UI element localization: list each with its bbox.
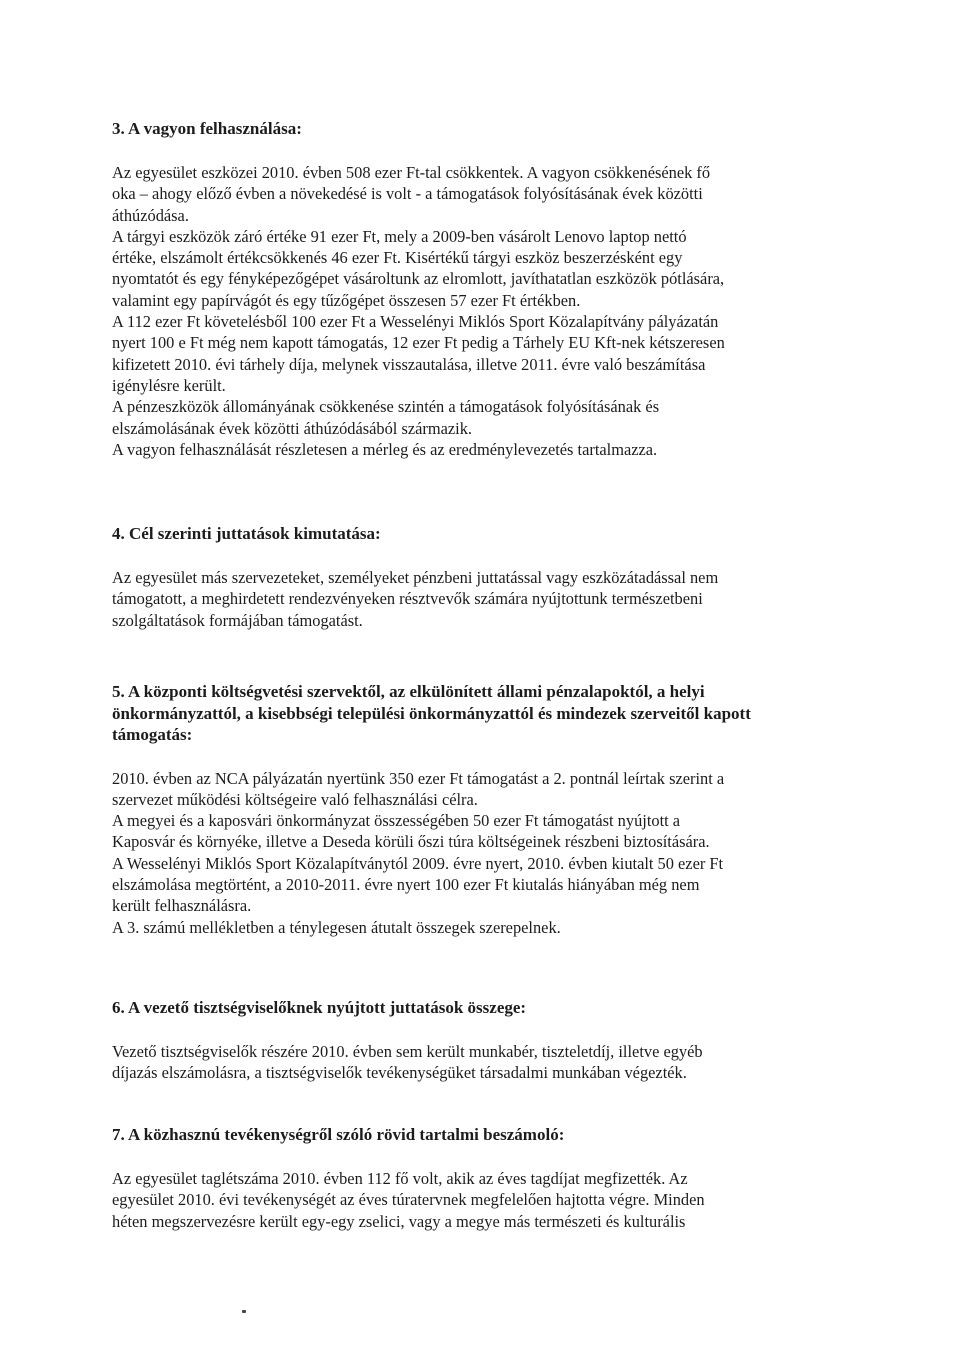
section-6-body — [112, 1041, 852, 1084]
section-7-heading: 7. A közhasznú tevékenységről szóló rövid tartalmi beszámoló: — [112, 1125, 565, 1144]
section-4-heading: 4. Cél szerinti juttatások kimutatása: — [112, 524, 381, 543]
text-line: Az egyesület eszközei 2010. évben 508 ezer Ft-tal csökkentek. A vagyon csökkenésének fő — [112, 163, 711, 182]
heading-line: önkormányzattól, a kisebbségi települési önkormányzattól és mindezek szerveitől kapott — [112, 703, 751, 723]
text-line: Az egyesület taglétszáma 2010. évben 112 fő volt, akik az éves tagdíjat megfizették. Az — [112, 1169, 688, 1188]
section-5-heading — [112, 681, 852, 746]
section-3-heading: 3. A vagyon felhasználása: — [112, 119, 302, 138]
section-kozponti-tamogatas — [112, 681, 852, 938]
text-line: Kaposvár és környéke, illetve a Deseda körüli őszi túra költségeinek részbeni biztosítására. — [112, 832, 710, 852]
text-line: elszámolásának évek közötti áthúzódásából származik. — [112, 418, 472, 438]
section-kozhasznu-beszamolo — [112, 1124, 852, 1232]
text-line: héten megszervezésre került egy-egy zselici, vagy a megye más természeti és kulturális — [112, 1211, 686, 1231]
text-line: nyomtatót és egy fényképezőgépet vásároltunk az elromlott, javíthatatlan eszközök pótlására, — [112, 269, 725, 289]
text-line: került felhasználásra. — [112, 896, 252, 916]
text-line: A 112 ezer Ft követelésből 100 ezer Ft a Wesselényi Miklós Sport Közalapítvány pályázatán — [112, 312, 719, 332]
text-line: áthúzódása. — [112, 205, 189, 225]
section-6-heading: 6. A vezető tisztségviselőknek nyújtott juttatások összege: — [112, 998, 527, 1017]
text-line: A megyei és a kaposvári önkormányzat összességében 50 ezer Ft támogatást nyújtott a — [112, 811, 681, 831]
heading-line: 5. A központi költségvetési szervektől, az elkülönített állami pénzalapoktól, a helyi — [112, 682, 705, 701]
text-line: A Wesselényi Miklós Sport Közalapítványtól 2009. évre nyert, 2010. évben kiutalt 50 ezer Ft — [112, 853, 724, 873]
section-vezeto-tisztsegviselok — [112, 997, 852, 1084]
text-line: szervezet működési költségeire való felhasználási célra. — [112, 789, 478, 809]
scan-speck — [242, 1310, 246, 1313]
text-line: 2010. évben az NCA pályázatán nyertünk 350 ezer Ft támogatást a 2. pontnál leírtak szerint a — [112, 768, 725, 788]
section-5-body — [112, 768, 852, 938]
text-line: igénylésre került. — [112, 375, 226, 395]
text-line: díjazás elszámolásra, a tisztségviselők tevékenységüket társadalmi munkában végezték. — [112, 1063, 687, 1083]
section-vagyon-felhasznalasa — [112, 118, 852, 460]
text-line: támogatott, a meghirdetett rendezvényeken résztvevők számára nyújtottunk természetbeni — [112, 589, 703, 609]
section-7-body — [112, 1168, 852, 1232]
text-line: elszámolása megtörtént, a 2010-2011. évre nyert 100 ezer Ft kiutalás hiányában még nem — [112, 874, 700, 894]
text-line: A tárgyi eszközök záró értéke 91 ezer Ft, mely a 2009-ben vásárolt Lenovo laptop nettó — [112, 226, 687, 246]
heading-line: támogatás: — [112, 725, 193, 744]
text-line: oka – ahogy előző évben a növekedésé is volt - a támogatások folyósításának évek közötti — [112, 184, 703, 204]
text-line: A 3. számú mellékletben a ténylegesen átutalt összegek szerepelnek. — [112, 917, 561, 937]
section-cel-szerinti-juttatasok — [112, 523, 852, 631]
section-4-body — [112, 567, 852, 631]
text-line: A pénzeszközök állományának csökkenése szintén a támogatások folyósításának és — [112, 397, 660, 417]
text-line: Vezető tisztségviselők részére 2010. évben sem került munkabér, tiszteletdíj, illetve egyéb — [112, 1042, 703, 1061]
text-line: kifizetett 2010. évi tárhely díja, melynek visszautalása, illetve 2011. évre való beszámítása — [112, 354, 706, 374]
text-line: egyesület 2010. évi tevékenységét az éves túratervnek megfelelően hajtotta végre. Minden — [112, 1190, 705, 1210]
section-3-body — [112, 162, 852, 460]
text-line: Az egyesület más szervezeteket, személyeket pénzbeni juttatással vagy eszközátadással nem — [112, 568, 719, 587]
text-line: valamint egy papírvágót és egy tűzőgépet összesen 57 ezer Ft értékben. — [112, 290, 581, 310]
text-line: A vagyon felhasználását részletesen a mérleg és az eredménylevezetés tartalmazza. — [112, 439, 658, 459]
text-line: szolgáltatások formájában támogatást. — [112, 610, 363, 630]
text-line: értéke, elszámolt értékcsökkenés 46 ezer Ft. Kisértékű tárgyi eszköz beszerzésként egy — [112, 248, 683, 268]
text-line: nyert 100 e Ft még nem kapott támogatás, 12 ezer Ft pedig a Tárhely EU Kft-nek kétszeresen — [112, 333, 725, 353]
